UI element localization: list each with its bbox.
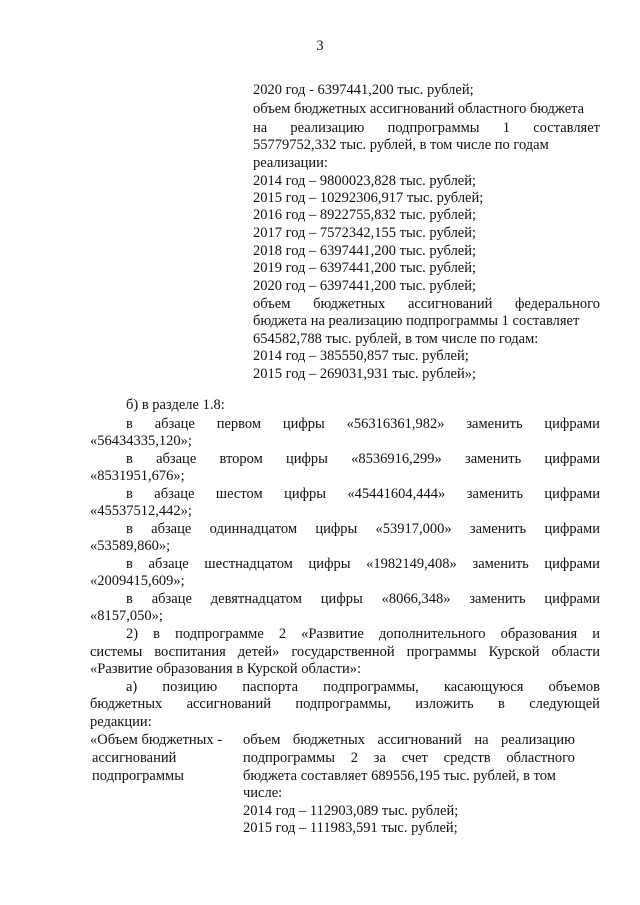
word: за bbox=[373, 750, 386, 766]
word: бюджетных bbox=[90, 696, 163, 712]
word: цифрами bbox=[544, 556, 600, 572]
table-left-cell-line: «Объем бюджетных - bbox=[90, 732, 223, 748]
text-line: «45537512,442»; bbox=[90, 503, 192, 519]
word: воспитания bbox=[154, 644, 226, 660]
text-line bbox=[126, 451, 600, 468]
word: Курской bbox=[488, 644, 540, 660]
word: бюджетных bbox=[292, 732, 366, 748]
word: «8066,348» bbox=[381, 591, 451, 607]
word: системы bbox=[90, 644, 143, 660]
word: бюджетных bbox=[313, 296, 386, 312]
word: цифрами bbox=[544, 451, 600, 467]
text-line: 2014 год – 385550,857 тыс. рублей; bbox=[253, 348, 469, 364]
word: в bbox=[126, 451, 133, 467]
word: области bbox=[551, 644, 600, 660]
word: изложить bbox=[415, 696, 474, 712]
section-heading: б) в разделе 1.8: bbox=[126, 397, 225, 413]
word: составляет bbox=[533, 120, 600, 136]
word: «8536916,299» bbox=[351, 451, 442, 467]
word: цифры bbox=[320, 591, 363, 607]
table-right-cell-line: бюджета составляет 689556,195 тыс. рублей, в том bbox=[243, 768, 556, 784]
text-line: 2020 год – 6397441,200 тыс. рублей; bbox=[253, 278, 477, 294]
word: ассигнований bbox=[186, 696, 271, 712]
word: цифры bbox=[315, 521, 358, 537]
word: касающуюся bbox=[443, 679, 524, 695]
word: в bbox=[126, 486, 133, 502]
word: в bbox=[126, 556, 133, 572]
page-number: 3 bbox=[316, 38, 324, 54]
word: а) bbox=[126, 679, 138, 695]
text-line: 654582,788 тыс. рублей, в том числе по годам: bbox=[253, 331, 539, 347]
word: программы bbox=[406, 644, 477, 660]
word: позицию bbox=[162, 679, 218, 695]
word: заменить bbox=[466, 416, 523, 432]
word: заменить bbox=[472, 556, 529, 572]
word: заменить bbox=[469, 521, 527, 537]
word: цифрами bbox=[544, 521, 600, 537]
word: в bbox=[126, 521, 133, 537]
text-line bbox=[126, 486, 600, 503]
word: заменить bbox=[464, 451, 522, 467]
text-line: 2014 год – 9800023,828 тыс. рублей; bbox=[253, 173, 477, 189]
word: паспорта bbox=[242, 679, 299, 695]
text-line bbox=[126, 591, 600, 608]
text-line: 2020 год - 6397441,200 тыс. рублей; bbox=[253, 82, 474, 98]
table-right-cell-line: 2015 год – 111983,591 тыс. рублей; bbox=[243, 820, 458, 836]
text-line bbox=[90, 696, 600, 713]
word: в bbox=[153, 626, 161, 642]
word: «53917,000» bbox=[375, 521, 452, 537]
word: заменить bbox=[469, 591, 526, 607]
word: подпрограмме bbox=[175, 626, 264, 642]
text-line: «53589,860»; bbox=[90, 538, 171, 554]
word: реализацию bbox=[501, 732, 575, 748]
word: объем bbox=[243, 732, 281, 748]
word: и bbox=[592, 626, 600, 642]
word: ассигнований bbox=[407, 296, 493, 312]
text-line: реализации: bbox=[253, 155, 328, 171]
word: следующей bbox=[529, 696, 600, 712]
text-line: «56434335,120»; bbox=[90, 433, 192, 449]
word: ассигнований bbox=[377, 732, 462, 748]
word: абзаце bbox=[148, 556, 189, 572]
word: средств bbox=[443, 750, 491, 766]
word: на bbox=[474, 732, 489, 748]
text-line bbox=[253, 296, 600, 313]
text-line: 2017 год – 7572342,155 тыс. рублей; bbox=[253, 225, 477, 241]
word: в bbox=[126, 591, 133, 607]
word: абзаце bbox=[156, 451, 197, 467]
table-right-cell-line bbox=[243, 732, 575, 749]
text-line: «8531951,676»; bbox=[90, 468, 185, 484]
text-line: 2016 год – 8922755,832 тыс. рублей; bbox=[253, 207, 477, 223]
text-line: «8157,050»; bbox=[90, 608, 163, 624]
word: государственной bbox=[291, 644, 395, 660]
word: федерального bbox=[515, 296, 600, 312]
text-line: 55779752,332 тыс. рублей, в том числе по годам bbox=[253, 137, 549, 153]
word: абзаце bbox=[154, 486, 195, 502]
word: заменить bbox=[466, 486, 523, 502]
table-right-cell-line: числе: bbox=[243, 785, 283, 801]
word: областного bbox=[506, 750, 575, 766]
word: абзаце bbox=[151, 591, 192, 607]
word: детей» bbox=[237, 644, 280, 660]
text-line bbox=[126, 521, 600, 538]
text-line: редакции: bbox=[90, 714, 152, 730]
word: цифры bbox=[282, 416, 325, 432]
word: цифрами bbox=[544, 416, 600, 432]
word: «Развитие bbox=[301, 626, 364, 642]
word: в bbox=[126, 416, 133, 432]
text-line: «Развитие образования в Курской области»: bbox=[90, 661, 362, 677]
word: 2 bbox=[350, 750, 358, 766]
word: подпрограммы, bbox=[323, 679, 419, 695]
word: 2 bbox=[278, 626, 287, 642]
word: реализацию bbox=[290, 120, 365, 136]
word: цифрами bbox=[544, 591, 600, 607]
text-line bbox=[126, 626, 600, 643]
word: счет bbox=[401, 750, 428, 766]
text-line bbox=[253, 120, 600, 137]
word: абзаце bbox=[151, 521, 192, 537]
word: дополнительного bbox=[378, 626, 486, 642]
table-right-cell-line: 2014 год – 112903,089 тыс. рублей; bbox=[243, 803, 459, 819]
word: объемов bbox=[548, 679, 600, 695]
text-line bbox=[126, 416, 600, 433]
word: в bbox=[497, 696, 505, 712]
word: цифры bbox=[284, 486, 326, 502]
word: на bbox=[253, 120, 268, 136]
word: 1 bbox=[502, 120, 511, 136]
word: цифры bbox=[308, 556, 351, 572]
text-line: 2015 год – 269031,931 тыс. рублей»; bbox=[253, 366, 477, 382]
word: девятнадцатом bbox=[210, 591, 302, 607]
text-line: бюджета на реализацию подпрограммы 1 составляет bbox=[253, 313, 580, 329]
word: «56316361,982» bbox=[346, 416, 445, 432]
word: цифры bbox=[285, 451, 328, 467]
word: шестом bbox=[215, 486, 263, 502]
text-line bbox=[126, 556, 600, 573]
table-right-cell-line bbox=[243, 750, 575, 767]
text-line bbox=[90, 644, 600, 661]
word: 2) bbox=[126, 626, 139, 642]
word: шестнадцатом bbox=[204, 556, 293, 572]
text-line: «2009415,609»; bbox=[90, 573, 185, 589]
word: цифрами bbox=[544, 486, 600, 502]
word: объем bbox=[253, 296, 291, 312]
word: подпрограммы bbox=[243, 750, 335, 766]
word: подпрограммы bbox=[387, 120, 480, 136]
word: образования bbox=[500, 626, 578, 642]
text-line: 2018 год – 6397441,200 тыс. рублей; bbox=[253, 243, 477, 259]
word: «1982149,408» bbox=[366, 556, 457, 572]
word: подпрограммы, bbox=[295, 696, 391, 712]
word: первом bbox=[216, 416, 262, 432]
table-left-cell-line: ассигнований bbox=[92, 750, 177, 766]
word: втором bbox=[219, 451, 263, 467]
text-line: 2019 год – 6397441,200 тыс. рублей; bbox=[253, 260, 477, 276]
text-line: объем бюджетных ассигнований областного бюджета bbox=[253, 101, 585, 117]
table-left-cell-line: подпрограммы bbox=[92, 768, 184, 784]
word: одиннадцатом bbox=[209, 521, 298, 537]
text-line bbox=[126, 679, 600, 696]
word: абзаце bbox=[154, 416, 195, 432]
text-line: 2015 год – 10292306,917 тыс. рублей; bbox=[253, 190, 484, 206]
word: «45441604,444» bbox=[347, 486, 446, 502]
